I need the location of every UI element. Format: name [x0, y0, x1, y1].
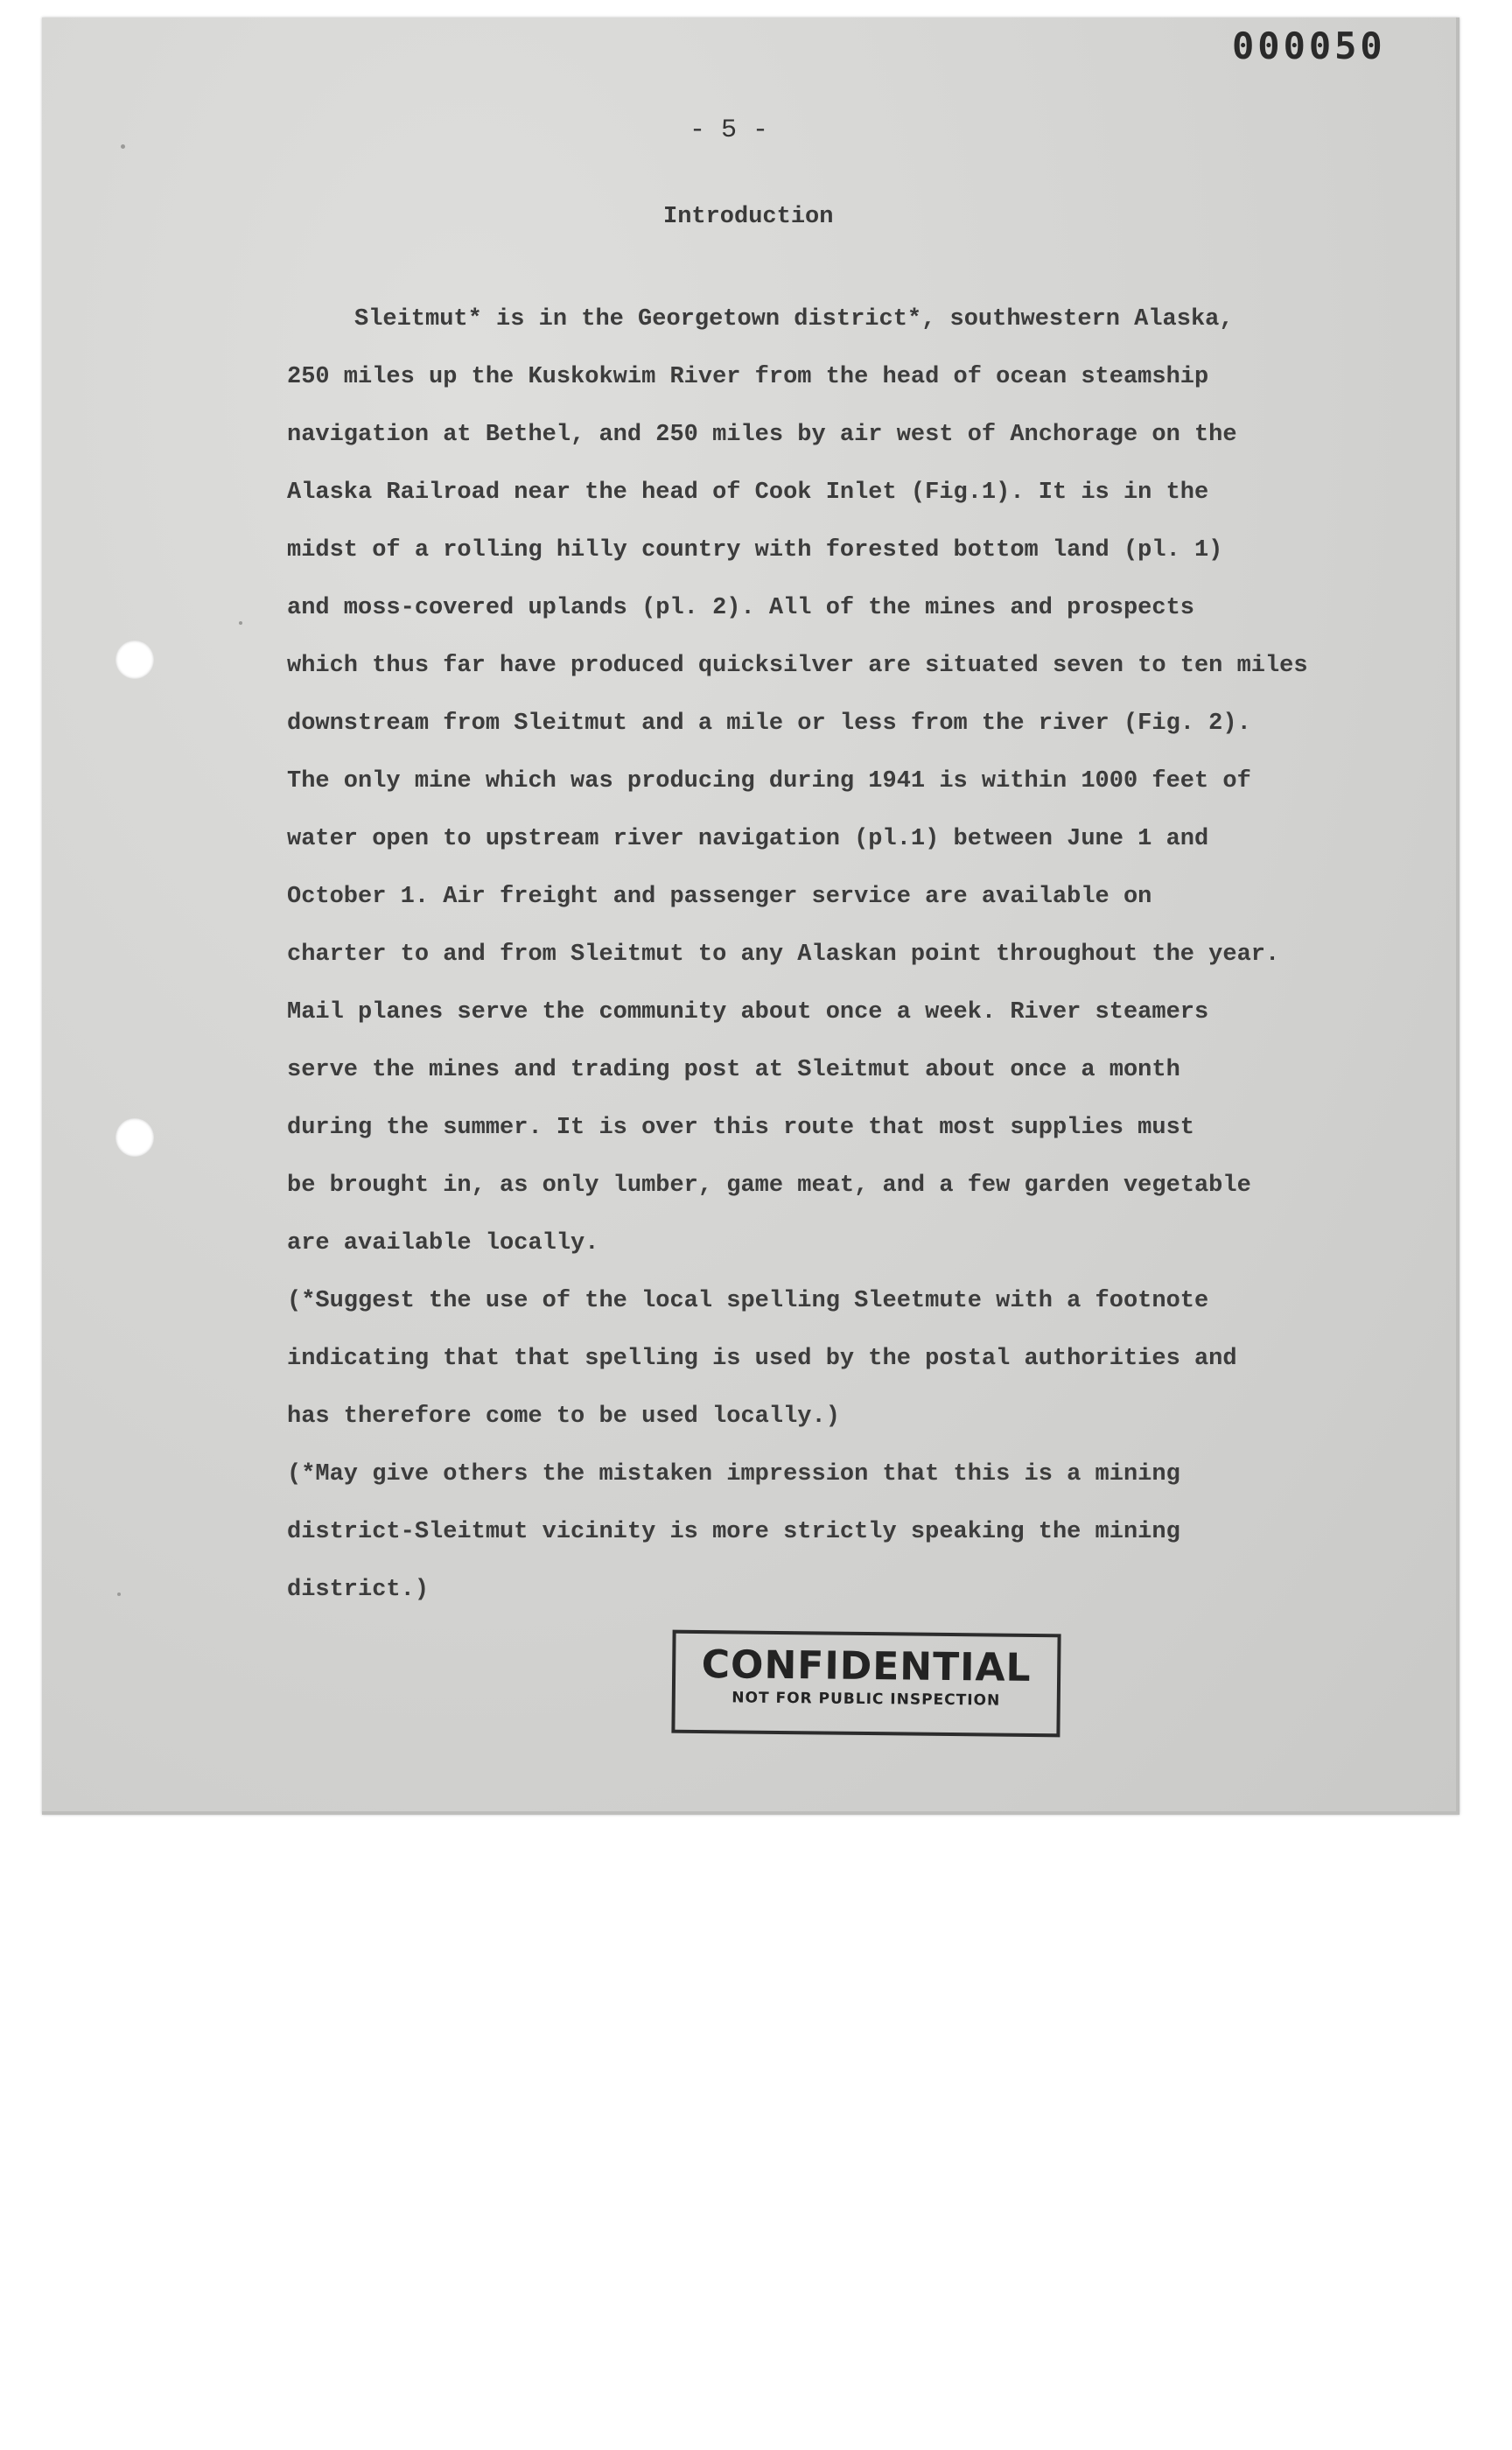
footnote-line: (*May give others the mistaken impression that this is a mining: [287, 1461, 1180, 1488]
body-line: water open to upstream river navigation (pl.1) between June 1 and: [287, 826, 1209, 852]
stamp-subtitle: NOT FOR PUBLIC INSPECTION: [732, 1689, 1001, 1710]
body-line: The only mine which was producing during 1941 is within 1000 feet of: [287, 768, 1251, 794]
footnote-line: (*Suggest the use of the local spelling Sleetmute with a footnote: [287, 1288, 1209, 1314]
paper-speck: [239, 621, 242, 625]
document-page: [42, 18, 1460, 1815]
footnote-line: has therefore come to be used locally.): [287, 1404, 840, 1430]
footnote-line: district.): [287, 1577, 430, 1603]
body-line: charter to and from Sleitmut to any Alaskan point throughout the year.: [287, 942, 1280, 968]
stamp-title: CONFIDENTIAL: [701, 1642, 1032, 1690]
body-line: midst of a rolling hilly country with forested bottom land (pl. 1): [287, 537, 1223, 564]
footnote-line: district-Sleitmut vicinity is more strictly speaking the mining: [287, 1519, 1180, 1545]
paper-speck: [121, 144, 125, 149]
body-text: [287, 290, 1416, 1619]
body-line: Alaska Railroad near the head of Cook Inlet (Fig.1). It is in the: [287, 480, 1209, 506]
section-title: Introduction: [663, 204, 834, 230]
body-line: downstream from Sleitmut and a mile or less from the river (Fig. 2).: [287, 710, 1251, 737]
body-line: Mail planes serve the community about once a week. River steamers: [287, 999, 1209, 1026]
page-number: - 5 -: [690, 116, 769, 145]
body-line: serve the mines and trading post at Sleitmut about once a month: [287, 1057, 1180, 1083]
document-number: 000050: [1232, 24, 1386, 67]
body-line: and moss-covered uplands (pl. 2). All of the mines and prospects: [287, 595, 1194, 621]
body-line: 250 miles up the Kuskokwim River from the head of ocean steamship: [287, 364, 1209, 390]
body-line: which thus far have produced quicksilver are situated seven to ten miles: [287, 653, 1308, 679]
body-line: navigation at Bethel, and 250 miles by air west of Anchorage on the: [287, 422, 1237, 448]
paper-speck: [117, 1592, 121, 1596]
body-line: Sleitmut* is in the Georgetown district*, southwestern Alaska,: [354, 306, 1234, 332]
footnote-line: indicating that that spelling is used by the postal authorities and: [287, 1346, 1237, 1372]
body-line: be brought in, as only lumber, game meat, and a few garden vegetable: [287, 1172, 1251, 1199]
punch-hole: [116, 640, 154, 679]
body-line: during the summer. It is over this route that most supplies must: [287, 1115, 1194, 1141]
body-line: October 1. Air freight and passenger service are available on: [287, 884, 1152, 910]
confidential-stamp: [671, 1630, 1060, 1738]
punch-hole: [116, 1118, 154, 1157]
body-line: are available locally.: [287, 1230, 599, 1256]
